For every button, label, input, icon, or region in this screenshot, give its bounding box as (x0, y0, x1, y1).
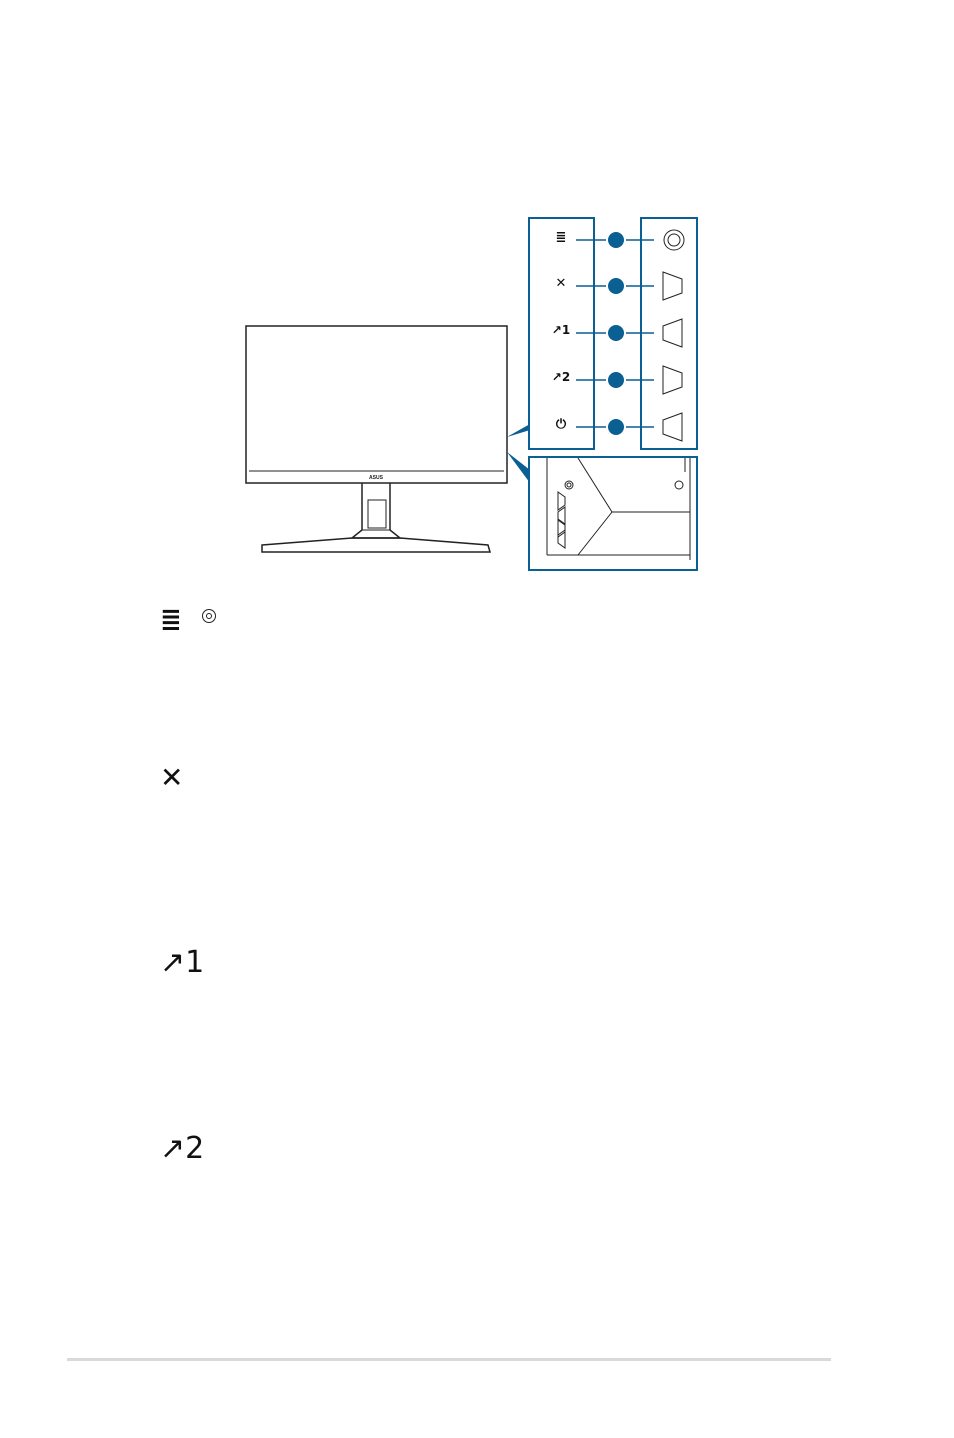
callout-pointer-top (507, 424, 530, 437)
callout-label-shortcut2: ↗2 (551, 370, 571, 384)
callout-label-shortcut1: ↗1 (551, 323, 571, 337)
joystick-icon (202, 609, 216, 623)
legend-item-shortcut2 (160, 1131, 204, 1167)
callout-pointer-bottom (507, 452, 530, 483)
shortcut1-icon: ↗1 (160, 945, 205, 980)
callout-rows (576, 230, 684, 441)
button-shape-power (663, 413, 682, 441)
monitor-logo: ASUS (369, 475, 383, 481)
legend-item-menu (160, 603, 216, 637)
callout-dot-power (608, 419, 624, 435)
callout-dot-shortcut2 (608, 372, 624, 388)
callout-label-close: ✕ (555, 276, 567, 291)
menu-icon: ≣ (160, 605, 182, 635)
button-shape-shortcut2 (663, 366, 682, 394)
monitor-illustration (246, 326, 507, 552)
button-shape-close (663, 272, 682, 300)
button-shape-shortcut1 (663, 319, 682, 347)
callout-label-menu: ≣ (555, 230, 567, 245)
callout-dot-close (608, 278, 624, 294)
shortcut2-icon: ↗2 (160, 1131, 205, 1166)
legend-item-close (160, 761, 183, 795)
rear-closeup-drawing (547, 458, 690, 560)
button-shape-menu (664, 230, 684, 250)
callout-dot-shortcut1 (608, 325, 624, 341)
legend-item-shortcut1 (160, 945, 204, 981)
rear-closeup-box (529, 457, 697, 570)
callout-dot-menu (608, 232, 624, 248)
callout-label-power: ⏻ (555, 417, 567, 432)
footer-divider (67, 1358, 831, 1361)
monitor-controls-diagram (0, 0, 954, 600)
close-icon: ✕ (160, 761, 184, 794)
